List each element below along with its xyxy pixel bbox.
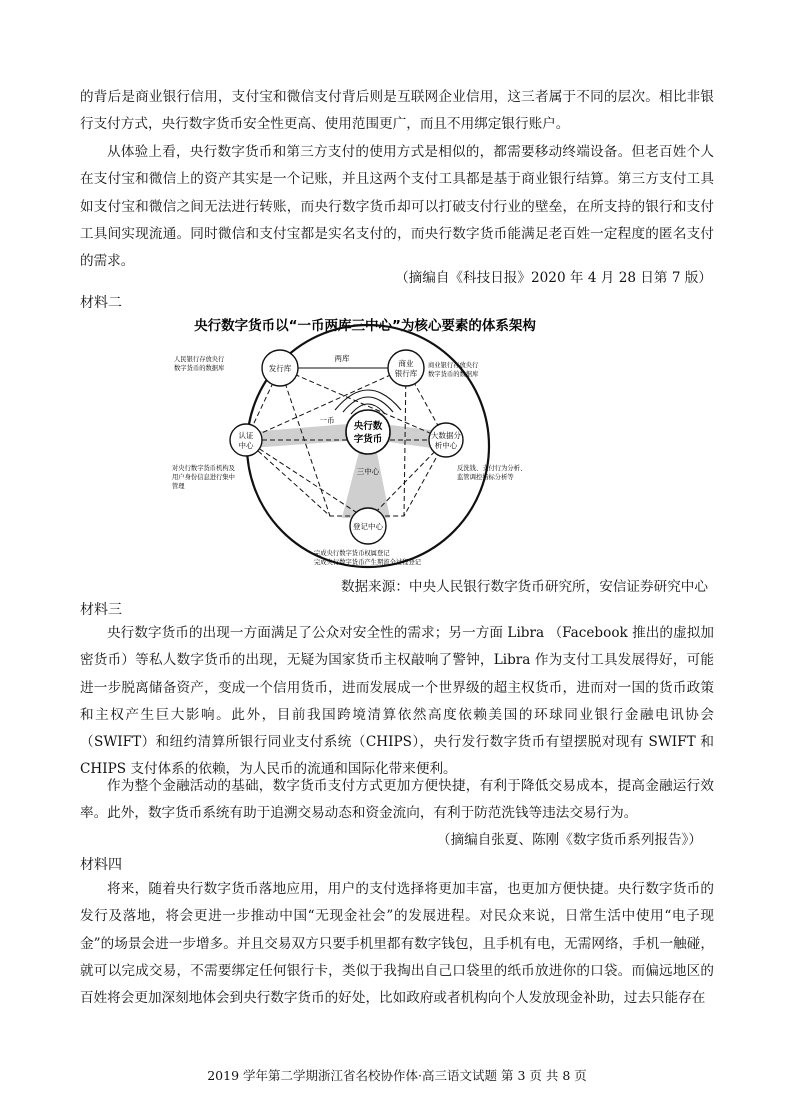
node-cert-label-2: 中心: [238, 441, 254, 450]
annotation-bank-2: 数字货币的数据库: [428, 371, 479, 378]
label-three-centers: 三中心: [356, 467, 380, 476]
paragraph-2: 从体验上看，央行数字货币和第三方支付的使用方式是相似的，都需要移动终端设备。但老百姓个人在支付宝和微信上的资产其实是一个记账，并且这两个支付工具都是基于商业银行结算。第三方支付工具如支付宝和微信之间无法进行转账，而央行数字货币却可以打破支付行业的壁垒，在所支持的银行和支付工具间实现流通。同时微信和支付宝都是实名支付的，而央行数字货币能满足老百姓一定程度的匿名支付的需求。: [80, 144, 714, 270]
paragraph-1: [80, 84, 714, 139]
node-issue-label: 发行库: [268, 364, 292, 373]
annotation-bigdata-1: 反洗钱、支付行为分析、: [457, 465, 527, 472]
node-bank-label-2: 银行库: [394, 369, 418, 378]
node-bank-label-1: 商业: [398, 359, 414, 368]
label-one-coin: 一币: [319, 416, 335, 425]
annotation-cert-2: 用户身份信息进行集中: [172, 474, 235, 481]
annotation-issue-2: 数字货币的数据库: [174, 365, 225, 372]
center-node: [346, 410, 390, 454]
page-footer: 2019 学年第二学期浙江省名校协作体·高三语文试题 第 3 页 共 8 页: [207, 1068, 587, 1083]
architecture-diagram: [170, 310, 570, 572]
source-citation-3: （摘编自张夏、陈刚《数字货币系列报告》）: [436, 832, 702, 848]
label-two-libraries: 两库: [334, 354, 350, 363]
paragraph-5: 将来，随着央行数字货币落地应用，用户的支付选择将更加丰富，也更加方便快捷。央行数字货币的发行及落地，将会更进一步推动中国“无现金社会”的发展进程。对民众来说，日常生活中使用“电子现金”的场景会进一步增多。并且交易双方只要手机里都有数字钱包，且手机有电，无需网络，手机一触碰，就可以完成交易，不需要绑定任何银行卡，类似于我掏出自己口袋里的纸币放进你的口袋。而偏远地区的百姓将会更加深刻地体会到央行数字货币的好处，比如政府或者机构向个人发放现金补助，过去只能存在: [80, 881, 714, 1007]
source-citation-1: （摘编自《科技日报》2020 年 4 月 28 日第 7 版）: [395, 270, 712, 286]
annotation-cert-1: 对央行数字货币机构及: [172, 465, 235, 472]
diagram-title: 央行数字货币以“一币两库三中心”为核心要素的体系架构: [194, 318, 536, 334]
annotation-registration-1: 完成央行数字货币权属登记: [314, 550, 390, 557]
paragraph-1-line-1: 的背后是商业银行信用，支付宝和微信支付背后则是互联网企业信用，这三者属于不同的层次。相比非银: [80, 89, 714, 105]
section-label-4: 材料四: [80, 857, 122, 873]
annotation-issue-1: 人民银行存放央行: [174, 356, 225, 363]
node-cert-label-1: 认证: [238, 431, 254, 440]
center-label-2: 字货币: [353, 434, 383, 445]
annotation-cert-3: 管理: [172, 483, 185, 490]
paragraph-3: 央行数字货币的出现一方面满足了公众对安全性的需求；另一方面 Libra （Facebook 推出的虚拟加密货币）等私人数字货币的出现，无疑为国家货币主权敲响了警钟，Libra 作为支付工具发展得好，可能进一步脱离储备资产，变成一个信用货币，进而发展成一个世界级的超主权货币，进而对一国的货币政策和主权产生巨大影响。此外，目前我国跨境清算依然高度依赖美国的环球同业银行金融电讯协会（SWIFT）和纽约清算所银行同业支付系统（CHIPS），央行发行数字货币有望摆脱对现有 SWIFT 和 CHIPS 支付体系的依赖，为人民币的流通和国际化带来便利。: [80, 625, 714, 778]
section-label-2: 材料二: [80, 295, 122, 311]
node-cert: [230, 424, 262, 456]
paragraph-1-line-2: 行支付方式，央行数字货币安全性更高、使用范围更广，而且不用绑定银行账户。: [80, 116, 570, 133]
node-bigdata-label-1: 大数据分: [431, 431, 461, 440]
annotation-bank-1: 商业银行存放央行: [428, 362, 479, 369]
band-left: [250, 423, 360, 448]
section-label-3: 材料三: [80, 602, 122, 618]
node-bank: [388, 350, 424, 386]
node-bigdata-label-2: 析中心: [434, 441, 458, 450]
node-bigdata: [429, 423, 463, 457]
data-source: 数据来源：中央人民银行数字货币研究所，安信证券研究中心: [340, 579, 708, 595]
node-registration-label: 登记中心: [353, 522, 383, 531]
center-label-1: 央行数: [353, 421, 383, 432]
arc-1: [335, 390, 401, 410]
annotation-registration-2: 完成央行数字货币产生期流全过程登记: [314, 559, 422, 566]
annotation-bigdata-2: 监管调控指标分析等: [457, 474, 514, 481]
paragraph-4: 作为整个金融活动的基础，数字货币支付方式更加方便快捷，有利于降低交易成本，提高金融运行效率。此外，数字货币系统有助于追溯交易动态和资金流向，有利于防范洗钱等违法交易行为。: [80, 778, 714, 822]
